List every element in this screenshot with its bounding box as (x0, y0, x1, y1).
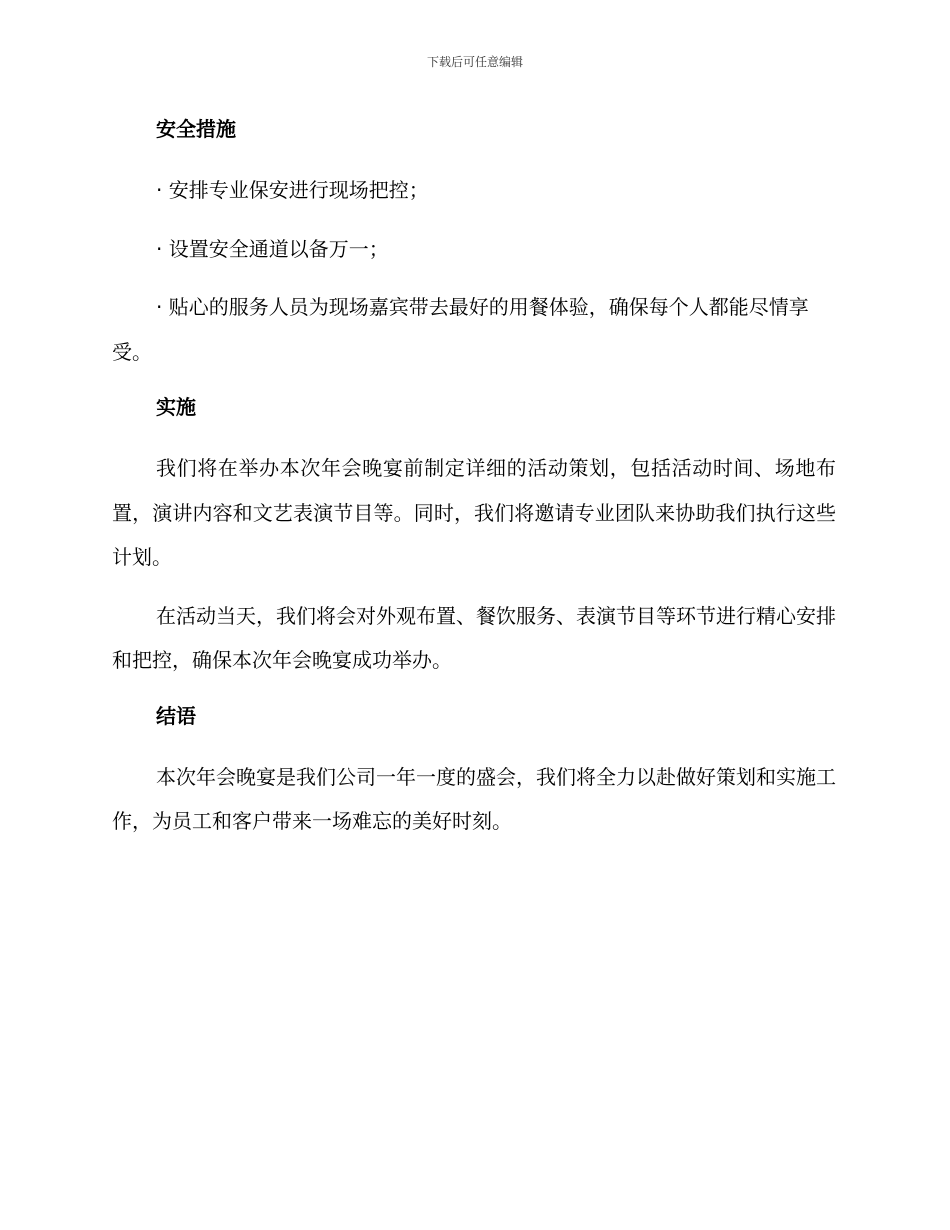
page-header: 下载后可任意编辑 (426, 55, 523, 69)
section-heading-safety: 安全措施 (156, 117, 236, 141)
section-heading-conclusion: 结语 (156, 703, 196, 728)
paragraph: 本次年会晚宴是我们公司一年一度的盛会，我们将全力以赴做好策划和实施工作，为员工和客户带来一场难忘的美好时刻。 (112, 764, 836, 833)
section-heading-implementation: 实施 (156, 395, 196, 419)
bullet-item: · 安排专业保安进行现场把控； (156, 178, 429, 202)
paragraph: 我们将在举办本次年会晚宴前制定详细的活动策划，包括活动时间、场地布置，演讲内容和文艺表演节目等。同时，我们将邀请专业团队来协助我们执行这些计划。 (112, 456, 836, 569)
bullet-item: · 设置安全通道以备万一； (156, 236, 389, 261)
bullet-item: · 贴心的服务人员为现场嘉宾带去最好的用餐体验，确保每个人都能尽情享受。 (112, 295, 809, 364)
paragraph: 在活动当天，我们将会对外观布置、餐饮服务、表演节目等环节进行精心安排和把控，确保本次年会晚宴成功举办。 (112, 603, 836, 672)
document-body (112, 110, 836, 858)
